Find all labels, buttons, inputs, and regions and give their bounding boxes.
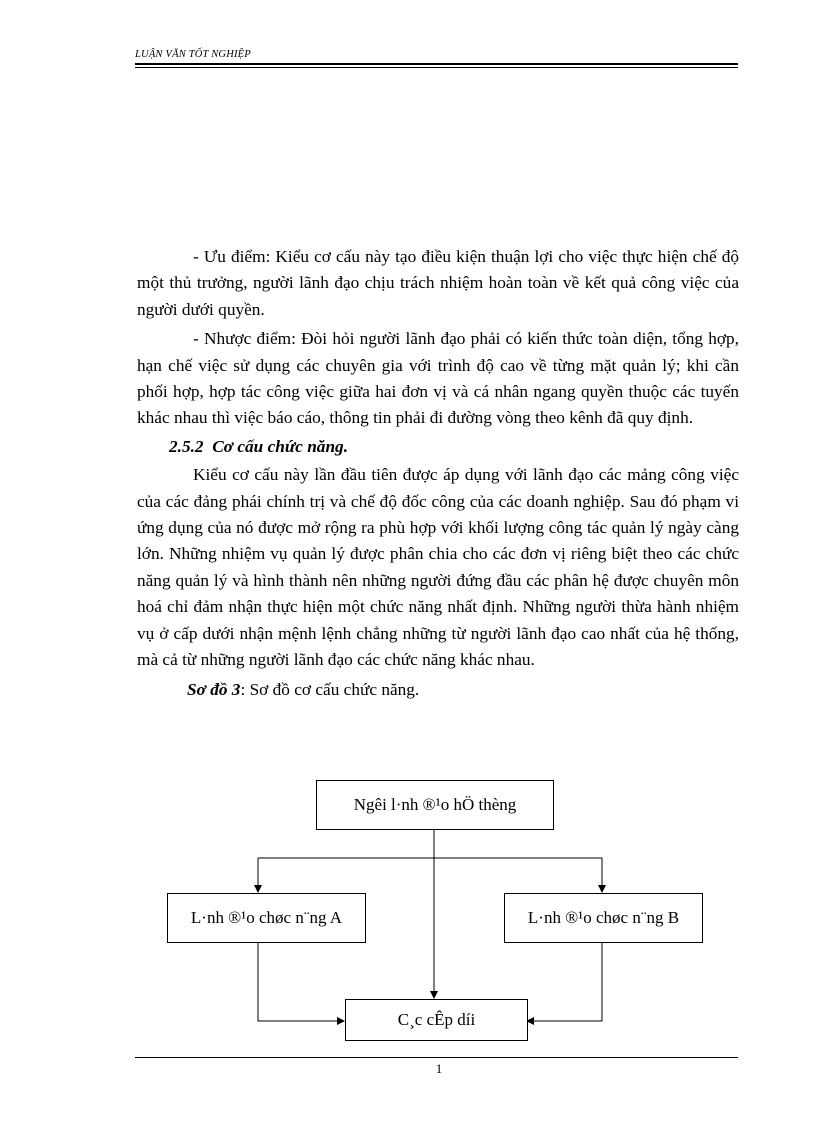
paragraph-functional-structure: Kiểu cơ cấu này lần đầu tiên được áp dụng với lãnh đạo các mảng công việc của các đảng phái chính trị và chế độ đốc công của các doanh nghiệp. Sau đó phạm vi ứng dụng của nó được mở rộng ra phù hợp với khối lượng công tác quản lý ngày càng lớn. Những nhiệm vụ quản lý được phân chia cho các đơn vị riêng biệt theo các chức năng quản lý và hình thành nên những người đứng đầu các phân hệ được chuyên môn hoá chỉ đảm nhận thực hiện một chức năng nhất định. Những người thừa hành nhiệm vụ ở cấp dưới nhận mệnh lệnh chẳng những từ người lãnh đạo cao nhất của hệ thống, mà cả từ những người lãnh đạo các chức năng khác nhau.: [137, 465, 739, 670]
diagram-caption-text: : Sơ đồ cơ cấu chức năng.: [240, 679, 420, 699]
section-title: Cơ cấu chức năng.: [212, 436, 349, 456]
paragraph-advantages: - Ưu điểm: Kiểu cơ cấu này tạo điều kiện thuận lợi cho việc thực hiện chế độ một thủ trưởng, người lãnh đạo chịu trách nhiệm hoàn toàn về kết quả công việc của người dưới quyền.: [137, 247, 739, 319]
footer-rule: [135, 1057, 738, 1058]
box-system-leader: Ngêi l·nh ®¹o hÖ thèng: [316, 780, 554, 830]
section-number: 2.5.2: [169, 436, 204, 456]
box-function-a-leader: L·nh ®¹o chøc n¨ng A: [167, 893, 366, 943]
arrow-right-to-bottom: [527, 942, 602, 1021]
running-header-title: LUẬN VĂN TỐT NGHIỆP: [135, 49, 251, 60]
paragraph-disadvantages: - Nhược điểm: Đòi hỏi người lãnh đạo phải có kiến thức toàn diện, tổng hợp, hạn chế việc sử dụng các chuyên gia với trình độ cao về từng mặt quản lý; khi cần phối hợp, hợp tác công việc giữa hai đơn vị và cá nhân ngang quyền thuộc các tuyến khác nhau thì việc báo cáo, thông tin phải đi đường vòng theo kênh đã quy định.: [137, 329, 739, 428]
page-number: 1: [435, 1061, 443, 1076]
box-subordinate-levels: C¸c cÊp díi: [345, 999, 528, 1041]
arrow-left-to-bottom: [258, 942, 344, 1021]
box-function-b-leader: L·nh ®¹o chøc n¨ng B: [504, 893, 703, 943]
diagram-label: Sơ đồ 3: [187, 679, 241, 699]
